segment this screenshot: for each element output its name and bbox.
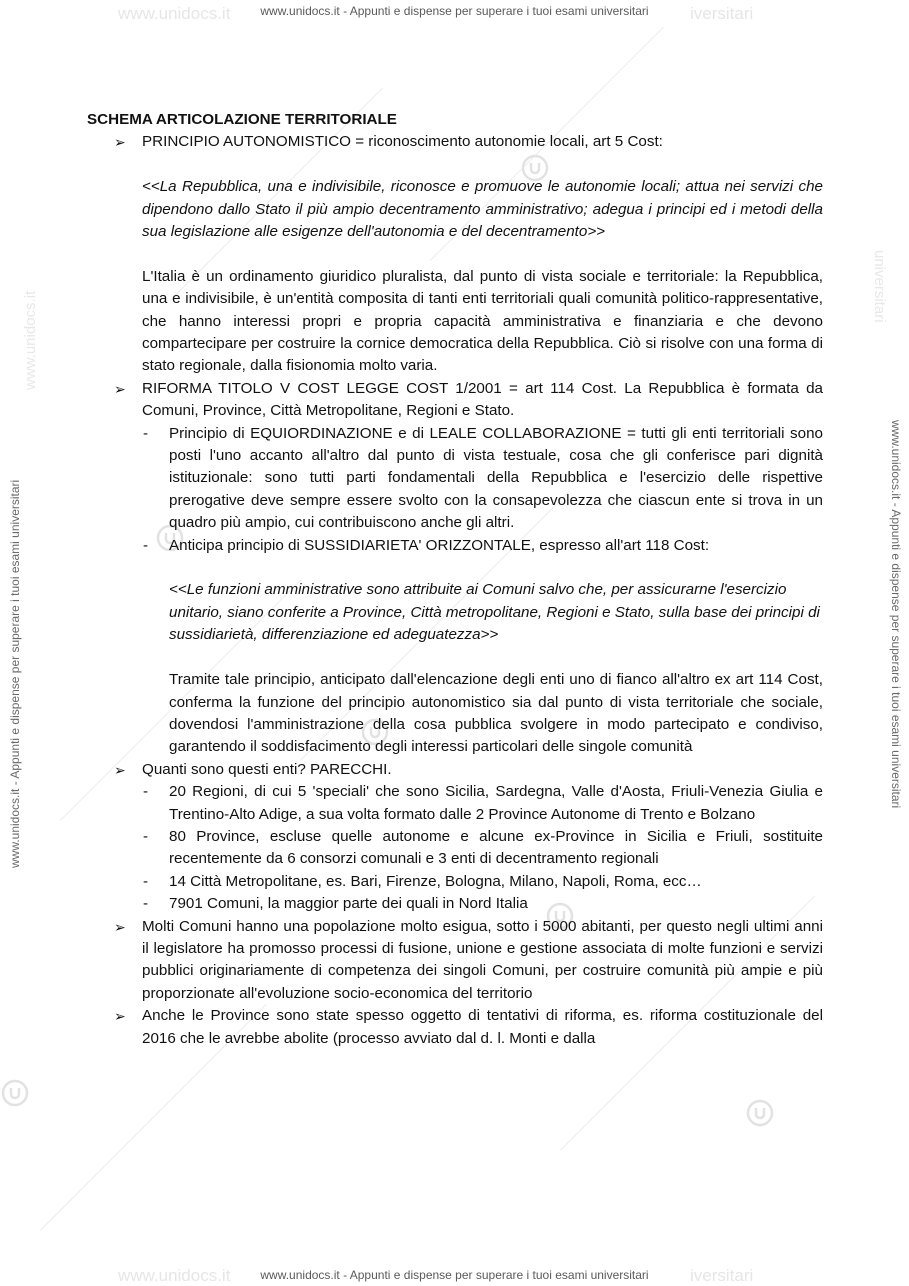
sub-item-text: Principio di EQUIORDINAZIONE e di LEALE COLLABORAZIONE = tutti gli enti territoriali sono posti l'uno accanto all'altro dal punto di vista testuale, cosa che gli conferisce pari dignità istituzionale: sono tutti parti fondamentali della Repubblica e l'esercizio delle rispettive prerogative deve sempre essere svolto con la consapevolezza che ciascun ente si trova in un quadro più ampio, cui contribuiscono anche gli altri.: [169, 424, 823, 532]
quote-art5: <<La Repubblica, una e indivisibile, riconosce e promuove le autonomie locali; attua nei servizi che dipendono dallo Stato il più ampio decentramento amministrativo; adegua i principi ed i metodi della sua legislazione alle esigenze dell'autonomia e del decentramento>>: [142, 178, 823, 241]
dash-marker: -: [143, 424, 149, 442]
sub-item-text: 80 Province, escluse quelle autonome e alcune ex-Province in Sicilia e Friuli, sostituite recentemente da 6 consorzi comunali e 3 enti di decentramento regionali: [169, 827, 823, 868]
quote-art118: <<Le funzioni amministrative sono attribuite ai Comuni salvo che, per assicurarne l'esercizio unitario, siano conferite a Province, Città metropolitane, Regioni e Stato, sulla base dei principi di sussidiarietà, differenziazione ed adeguatezza>>: [169, 581, 820, 644]
dash-marker: -: [143, 827, 149, 845]
watermark-ghost-right-bottom: iversitari: [690, 1266, 754, 1285]
bullet-text: Quanti sono questi enti? PARECCHI.: [142, 760, 392, 778]
dash-marker: -: [143, 872, 149, 890]
watermark-side-left: www.unidocs.it - Appunti e dispense per superare i tuoi esami universitari: [8, 479, 22, 868]
sub-item: [87, 826, 823, 871]
bullet-text: Anche le Province sono state spesso oggetto di tentativi di riforma, es. riforma costituzionale del 2016 che le avrebbe abolite (processo avviato dal d. l. Monti e dalla: [142, 1007, 823, 1047]
watermark-footer: www.unidocs.it - Appunti e dispense per superare i tuoi esami universitari: [260, 1268, 649, 1282]
bullet-item: [87, 131, 823, 153]
bullet-text: RIFORMA TITOLO V COST LEGGE COST 1/2001 = art 114 Cost. La Repubblica è formata da Comuni, Province, Città Metropolitane, Regioni e Stato.: [142, 379, 823, 420]
dash-marker: -: [143, 895, 149, 913]
dash-marker: -: [143, 536, 149, 554]
bullet-item: [87, 916, 823, 1006]
watermark-side-ghost-right: universitari: [871, 250, 888, 323]
unidocs-logo-icon: [0, 1075, 30, 1111]
bullet-item: [87, 759, 823, 781]
watermark-ghost-left-bottom: www.unidocs.it: [118, 1266, 231, 1285]
document-body: [87, 109, 823, 1050]
watermark-side-right: www.unidocs.it - Appunti e dispense per superare i tuoi esami universitari: [889, 420, 903, 809]
bullet-item: [87, 1005, 823, 1050]
arrow-bullet-icon: ➢: [114, 380, 126, 397]
watermark-ghost-left: www.unidocs.it: [118, 4, 231, 23]
paragraph: L'Italia è un ordinamento giuridico pluralista, dal punto di vista sociale e territoriale: la Repubblica, una e indivisibile, è un'entità composita di tanti enti territoriali quali comunità politico-rappresentative, che hanno interessi propri e propria capacità amministrativa e finanziaria e che devono compartecipare per costruire la cornice democratica della Repubblica. Ciò si risolve con una forma di stato regionale, dalla fisionomia molto varia.: [142, 267, 823, 375]
sub-item: [87, 423, 823, 535]
arrow-bullet-icon: ➢: [114, 918, 126, 935]
watermark-ghost-right: iversitari: [690, 4, 754, 23]
document-title: SCHEMA ARTICOLAZIONE TERRITORIALE: [87, 111, 397, 128]
arrow-bullet-icon: ➢: [114, 1008, 126, 1025]
unidocs-logo-icon: [745, 1095, 775, 1131]
sub-item: [87, 781, 823, 826]
sub-item: [87, 893, 823, 915]
arrow-bullet-icon: ➢: [114, 761, 126, 778]
sub-item-text: 20 Regioni, di cui 5 'speciali' che sono Sicilia, Sardegna, Valle d'Aosta, Friuli-Venezia Giulia e Trentino-Alto Adige, a sua volta formato dalle 2 Province Autonome di Trento e Bolzano: [169, 783, 823, 823]
paragraph: Tramite tale principio, anticipato dall'elencazione degli enti uno di fianco all'altro ex art 114 Cost, conferma la funzione del principio autonomistico sia dal punto di vista territoriale che sociale, dovendosi l'amministrazione della cosa pubblica svolgere in modo partecipato e condiviso, garantendo il soddisfacimento degli interessi particolari delle singole comunità: [169, 671, 823, 756]
sub-item-text: 14 Città Metropolitane, es. Bari, Firenze, Bologna, Milano, Napoli, Roma, ecc…: [169, 872, 702, 890]
bullet-item: [87, 378, 823, 423]
sub-item-text: Anticipa principio di SUSSIDIARIETA' ORIZZONTALE, espresso all'art 118 Cost:: [169, 536, 710, 554]
sub-item-text: 7901 Comuni, la maggior parte dei quali in Nord Italia: [169, 895, 528, 913]
watermark-header: www.unidocs.it - Appunti e dispense per superare i tuoi esami universitari: [260, 4, 649, 18]
watermark-side-ghost-left: www.unidocs.it: [22, 290, 39, 390]
bullet-text: PRINCIPIO AUTONOMISTICO = riconoscimento autonomie locali, art 5 Cost:: [142, 133, 663, 151]
bullet-text: Molti Comuni hanno una popolazione molto esigua, sotto i 5000 abitanti, per questo negli ultimi anni il legislatore ha promosso processi di fusione, unione e gestione associata di molte funzioni e servizi pubblici originariamente di competenza dei singoli Comuni, per costruire comunità più ampie e più proporzionate all'evoluzione socio-economica del territorio: [142, 917, 823, 1002]
sub-item: [87, 535, 823, 557]
arrow-bullet-icon: ➢: [114, 134, 126, 151]
dash-marker: -: [143, 783, 149, 801]
sub-item: [87, 871, 823, 893]
